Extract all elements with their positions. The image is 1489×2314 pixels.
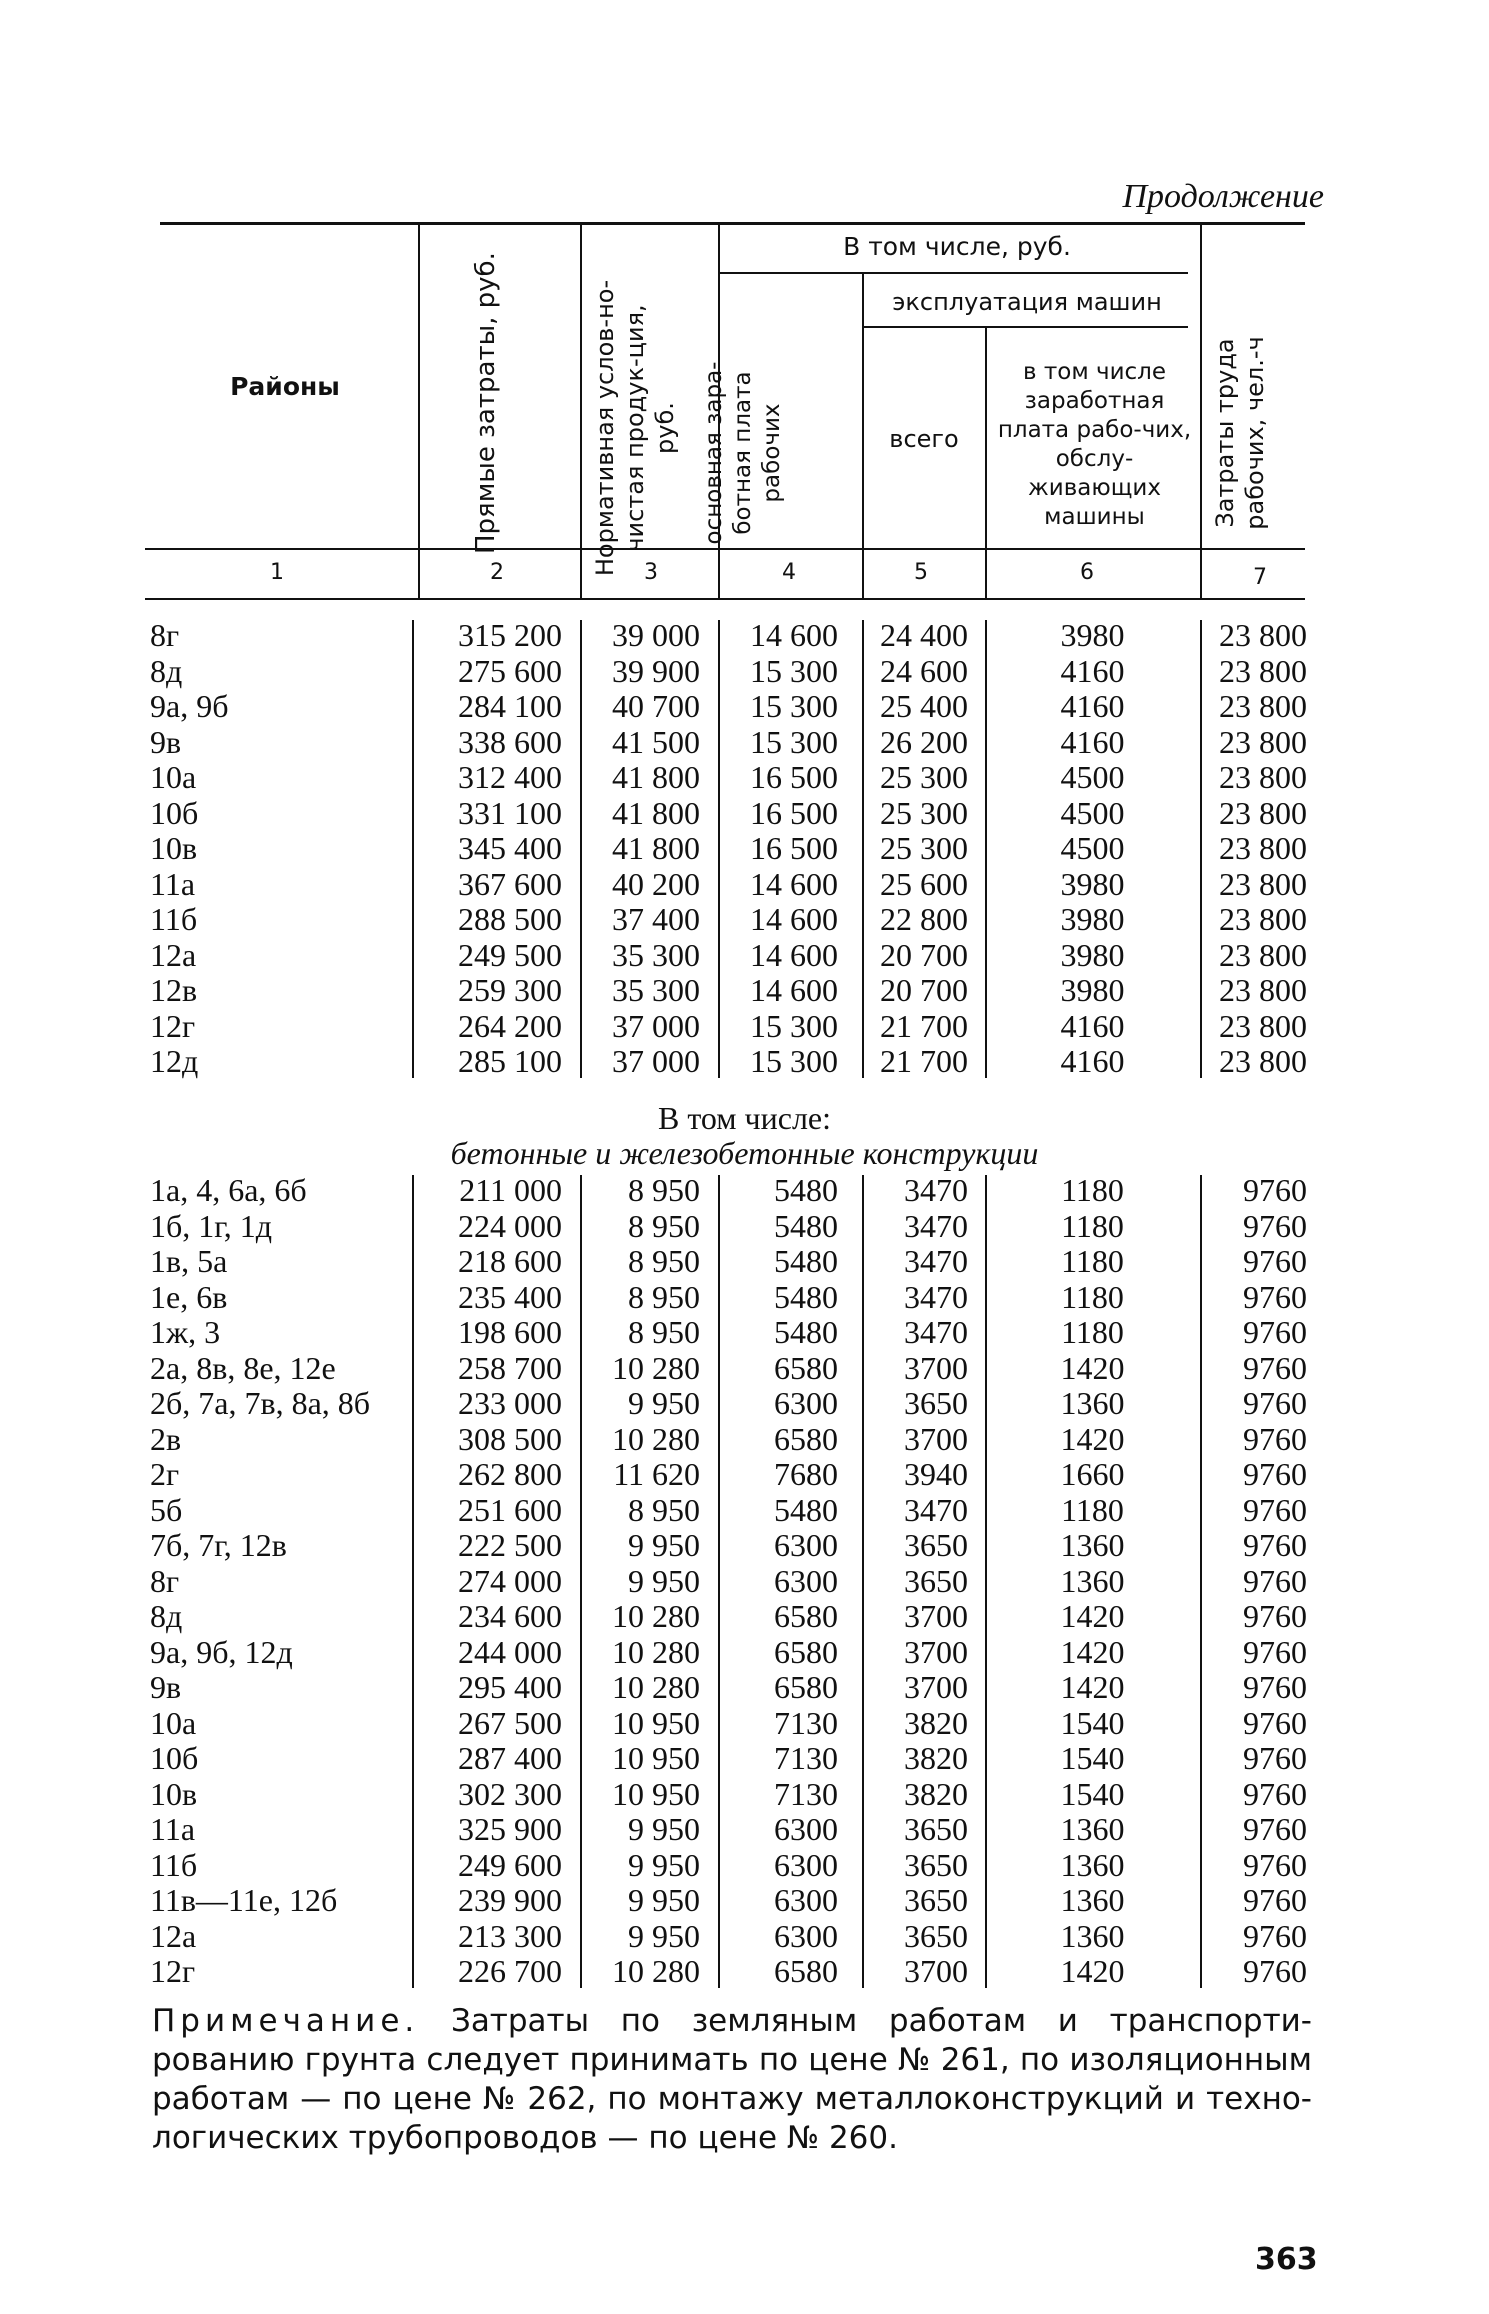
main-cell-col2: 259 300 — [458, 972, 562, 1008]
concrete-cell-col5: 3650 — [904, 1811, 968, 1847]
main-cell-col2: 367 600 — [458, 865, 562, 902]
main-cell-col3: 41 800 — [612, 759, 700, 795]
concrete-cell-col6: 1360 — [1060, 1811, 1125, 1847]
concrete-vline-1 — [412, 1175, 414, 1988]
main-vline-4 — [862, 620, 864, 1078]
main-cell-col6: 3980 — [1060, 901, 1125, 937]
main-cell-col3: 39 900 — [612, 652, 700, 689]
concrete-cell-col1: 12а — [150, 1917, 197, 1954]
concrete-cell-col7: 9760 — [1243, 1740, 1307, 1776]
concrete-cell-col1: 1б, 1г, 1д — [150, 1207, 273, 1244]
main-cell-col7: 23 800 — [1219, 1043, 1307, 1079]
main-cell-col3: 40 200 — [612, 865, 700, 902]
concrete-cell-col6: 1360 — [1060, 1385, 1125, 1421]
concrete-cell-col5: 3470 — [904, 1172, 968, 1208]
concrete-cell-col7: 9760 — [1243, 1775, 1307, 1812]
concrete-cell-col2: 235 400 — [458, 1278, 562, 1315]
main-cell-col6: 3980 — [1060, 936, 1125, 973]
concrete-cell-col3: 9 950 — [628, 1917, 700, 1954]
concrete-cell-col1: 9а, 9б, 12д — [150, 1633, 293, 1670]
continuation-label: Продолжение — [1122, 178, 1324, 215]
concrete-cell-col2: 262 800 — [458, 1456, 562, 1492]
main-cell-col1: 9а, 9б — [150, 688, 229, 724]
concrete-cell-col4: 6300 — [774, 1385, 838, 1421]
main-cell-col3: 39 000 — [612, 617, 700, 653]
concrete-cell-col5: 3470 — [904, 1207, 968, 1244]
concrete-cell-col2: 287 400 — [458, 1740, 562, 1776]
concrete-cell-col4: 5480 — [774, 1243, 838, 1279]
main-cell-col7: 23 800 — [1219, 901, 1307, 937]
main-vline-6 — [1200, 620, 1202, 1078]
main-cell-col5: 20 700 — [880, 936, 968, 973]
incl-wages-header — [992, 358, 1197, 532]
main-cell-col1: 12д — [150, 1043, 199, 1079]
concrete-cell-col1: 12г — [150, 1953, 196, 1989]
main-cell-col7: 23 800 — [1219, 936, 1307, 973]
concrete-cell-col5: 3700 — [904, 1598, 968, 1634]
concrete-cell-col6: 1420 — [1060, 1349, 1125, 1386]
concrete-cell-col4: 6580 — [774, 1598, 838, 1634]
concrete-cell-col7: 9760 — [1243, 1385, 1307, 1421]
concrete-cell-col3: 8 950 — [628, 1314, 700, 1350]
concrete-cell-col6: 1180 — [1061, 1243, 1124, 1279]
main-cell-col7: 23 800 — [1219, 652, 1307, 689]
concrete-cell-col5: 3700 — [904, 1349, 968, 1386]
normative-net-text: Нормативная услов-но-чистая продук-ция, руб. — [591, 279, 679, 577]
note-text: Затраты по земляным работам и транспорти-рованию грунта следует принимать по цене № 261, по изоляционным работам — по цене № 262, по монтажу металлоконструкций и техно-логических трубопроводов — по цене № 260. — [152, 2003, 1312, 2156]
concrete-cell-col7: 9760 — [1243, 1172, 1307, 1208]
table-top-rule — [160, 222, 1305, 225]
main-cell-col7: 23 800 — [1219, 723, 1307, 760]
concrete-cell-col7: 9760 — [1243, 1349, 1307, 1386]
main-cell-col2: 275 600 — [458, 652, 562, 689]
concrete-cell-col1: 2а, 8в, 8е, 12е — [150, 1349, 336, 1386]
main-cell-col6: 4500 — [1060, 794, 1125, 831]
colnum-2: 2 — [490, 560, 504, 585]
concrete-cell-col1: 8г — [150, 1562, 180, 1599]
main-cell-col3: 41 500 — [612, 723, 700, 760]
concrete-cell-col7: 9760 — [1243, 1811, 1307, 1847]
base-wage-header — [700, 333, 820, 573]
concrete-cell-col5: 3940 — [904, 1456, 968, 1492]
main-cell-col5: 25 300 — [880, 830, 968, 866]
page-number: 363 — [1255, 2242, 1318, 2277]
main-cell-col2: 331 100 — [458, 794, 562, 831]
concrete-cell-col2: 222 500 — [458, 1527, 562, 1563]
header-vline-5 — [985, 328, 987, 600]
concrete-cell-col4: 6300 — [774, 1811, 838, 1847]
concrete-cell-col6: 1360 — [1060, 1527, 1125, 1563]
main-cell-col1: 8д — [150, 652, 183, 689]
main-cell-col1: 10а — [150, 759, 197, 795]
concrete-cell-col1: 1а, 4, 6а, 6б — [150, 1172, 307, 1208]
main-cell-col5: 25 400 — [880, 688, 968, 724]
main-cell-col4: 14 600 — [750, 972, 838, 1008]
main-cell-col3: 41 800 — [612, 794, 700, 831]
main-cell-col1: 10в — [150, 830, 198, 866]
concrete-cell-col3: 9 950 — [628, 1882, 700, 1918]
concrete-cell-col6: 1660 — [1060, 1456, 1125, 1492]
concrete-cell-col3: 8 950 — [628, 1207, 700, 1244]
concrete-cell-col1: 2г — [150, 1456, 180, 1492]
concrete-cell-col3: 10 950 — [612, 1704, 700, 1741]
main-vline-2 — [580, 620, 582, 1078]
incl-wages-text: в том числе заработная плата рабо-чих, обслу-живающих машины — [997, 359, 1192, 530]
concrete-cell-col6: 1420 — [1060, 1669, 1125, 1705]
concrete-cell-col5: 3700 — [904, 1669, 968, 1705]
concrete-cell-col6: 1540 — [1060, 1740, 1125, 1776]
concrete-cell-col3: 9 950 — [628, 1562, 700, 1599]
concrete-cell-col6: 1420 — [1060, 1420, 1125, 1457]
concrete-cell-col7: 9760 — [1243, 1669, 1307, 1705]
concrete-cell-col5: 3470 — [904, 1243, 968, 1279]
main-cell-col6: 3980 — [1060, 865, 1125, 902]
concrete-cell-col1: 8д — [150, 1598, 183, 1634]
concrete-cell-col4: 5480 — [774, 1491, 838, 1528]
concrete-cell-col2: 226 700 — [458, 1953, 562, 1989]
concrete-cell-col5: 3470 — [904, 1278, 968, 1315]
main-cell-col2: 288 500 — [458, 901, 562, 937]
concrete-cell-col2: 308 500 — [458, 1420, 562, 1457]
concrete-cell-col7: 9760 — [1243, 1598, 1307, 1634]
concrete-cell-col3: 10 280 — [612, 1953, 700, 1989]
main-cell-col4: 15 300 — [750, 652, 838, 689]
main-cell-col3: 41 800 — [612, 830, 700, 866]
concrete-vline-4 — [862, 1175, 864, 1988]
main-vline-3 — [718, 620, 720, 1078]
concrete-cell-col4: 6580 — [774, 1420, 838, 1457]
concrete-cell-col6: 1180 — [1061, 1278, 1124, 1315]
concrete-cell-col3: 10 950 — [612, 1775, 700, 1812]
concrete-cell-col2: 274 000 — [458, 1562, 562, 1599]
concrete-cell-col4: 6300 — [774, 1846, 838, 1883]
machine-operation-header: эксплуатация машин — [892, 288, 1162, 316]
concrete-cell-col4: 5480 — [774, 1278, 838, 1315]
main-cell-col1: 8г — [150, 617, 180, 653]
concrete-cell-col2: 239 900 — [458, 1882, 562, 1918]
concrete-cell-col7: 9760 — [1243, 1420, 1307, 1457]
main-cell-col6: 4160 — [1060, 1043, 1125, 1079]
concrete-vline-5 — [985, 1175, 987, 1988]
colnum-7: 7 — [1253, 565, 1267, 590]
main-cell-col2: 345 400 — [458, 830, 562, 866]
labor-costs-header — [1210, 303, 1290, 543]
main-cell-col7: 23 800 — [1219, 688, 1307, 724]
concrete-cell-col6: 1180 — [1061, 1491, 1124, 1528]
concrete-cell-col7: 9760 — [1243, 1278, 1307, 1315]
main-cell-col5: 24 600 — [880, 652, 968, 689]
concrete-cell-col3: 11 620 — [613, 1456, 700, 1492]
main-cell-col3: 37 000 — [612, 1043, 700, 1079]
main-cell-col2: 264 200 — [458, 1007, 562, 1044]
concrete-cell-col7: 9760 — [1243, 1882, 1307, 1918]
main-cell-col2: 285 100 — [458, 1043, 562, 1079]
main-cell-col6: 4160 — [1060, 723, 1125, 760]
concrete-cell-col3: 9 950 — [628, 1385, 700, 1421]
concrete-cell-col3: 8 950 — [628, 1172, 700, 1208]
concrete-cell-col5: 3700 — [904, 1633, 968, 1670]
concrete-cell-col6: 1360 — [1060, 1846, 1125, 1883]
concrete-cell-col4: 5480 — [774, 1172, 838, 1208]
concrete-cell-col5: 3650 — [904, 1385, 968, 1421]
concrete-cell-col7: 9760 — [1243, 1207, 1307, 1244]
concrete-cell-col1: 2б, 7а, 7в, 8а, 8б — [150, 1385, 371, 1421]
concrete-cell-col6: 1420 — [1060, 1953, 1125, 1989]
concrete-cell-col4: 7680 — [774, 1456, 838, 1492]
main-cell-col6: 4500 — [1060, 830, 1125, 866]
main-cell-col2: 249 500 — [458, 936, 562, 973]
concrete-cell-col2: 325 900 — [458, 1811, 562, 1847]
main-vline-5 — [985, 620, 987, 1078]
main-cell-col5: 26 200 — [880, 723, 968, 760]
concrete-cell-col7: 9760 — [1243, 1456, 1307, 1492]
concrete-cell-col6: 1420 — [1060, 1598, 1125, 1634]
concrete-cell-col4: 6580 — [774, 1349, 838, 1386]
footnote — [152, 2002, 1312, 2158]
concrete-cell-col6: 1180 — [1061, 1314, 1124, 1350]
main-cell-col4: 14 600 — [750, 865, 838, 902]
concrete-cell-col4: 6300 — [774, 1917, 838, 1954]
concrete-cell-col2: 258 700 — [458, 1349, 562, 1386]
main-cell-col2: 315 200 — [458, 617, 562, 653]
including-group-rule — [718, 272, 1188, 274]
normative-net-header — [590, 278, 710, 578]
main-cell-col7: 23 800 — [1219, 972, 1307, 1008]
concrete-cell-col2: 244 000 — [458, 1633, 562, 1670]
concrete-cell-col1: 10а — [150, 1704, 197, 1741]
concrete-cell-col1: 11а — [150, 1811, 196, 1847]
concrete-cell-col6: 1180 — [1061, 1172, 1124, 1208]
concrete-cell-col4: 6300 — [774, 1882, 838, 1918]
main-cell-col1: 11а — [150, 865, 196, 902]
concrete-cell-col2: 302 300 — [458, 1775, 562, 1812]
main-cell-col4: 14 600 — [750, 936, 838, 973]
concrete-cell-col3: 10 280 — [612, 1349, 700, 1386]
main-cell-col3: 37 400 — [612, 901, 700, 937]
concrete-cell-col1: 7б, 7г, 12в — [150, 1527, 287, 1563]
concrete-cell-col5: 3650 — [904, 1882, 968, 1918]
concrete-cell-col7: 9760 — [1243, 1562, 1307, 1599]
concrete-cell-col5: 3650 — [904, 1527, 968, 1563]
concrete-cell-col6: 1360 — [1060, 1882, 1125, 1918]
main-cell-col6: 4500 — [1060, 759, 1125, 795]
concrete-cell-col3: 8 950 — [628, 1243, 700, 1279]
concrete-cell-col3: 9 950 — [628, 1527, 700, 1563]
note-label: Примечание. — [152, 2003, 420, 2039]
colnum-4: 4 — [782, 560, 796, 585]
header-vline-1 — [418, 225, 420, 600]
concrete-cell-col1: 10б — [150, 1740, 199, 1776]
main-cell-col4: 16 500 — [750, 759, 838, 795]
concrete-cell-col5: 3650 — [904, 1846, 968, 1883]
concrete-cell-col7: 9760 — [1243, 1491, 1307, 1528]
concrete-cell-col4: 5480 — [774, 1314, 838, 1350]
machines-group-rule — [862, 326, 1188, 328]
concrete-cell-col3: 10 950 — [612, 1740, 700, 1776]
concrete-cell-col1: 9в — [150, 1669, 182, 1705]
concrete-cell-col3: 8 950 — [628, 1491, 700, 1528]
concrete-cell-col2: 213 300 — [458, 1917, 562, 1954]
including-header: В том числе, руб. — [843, 232, 1071, 261]
main-cell-col4: 15 300 — [750, 1007, 838, 1044]
concrete-cell-col7: 9760 — [1243, 1633, 1307, 1670]
colnum-6: 6 — [1080, 560, 1094, 585]
concrete-cell-col1: 1е, 6в — [150, 1278, 228, 1315]
main-cell-col7: 23 800 — [1219, 865, 1307, 902]
concrete-cell-col2: 251 600 — [458, 1491, 562, 1528]
concrete-cell-col7: 9760 — [1243, 1704, 1307, 1741]
main-cell-col5: 22 800 — [880, 901, 968, 937]
concrete-cell-col7: 9760 — [1243, 1846, 1307, 1883]
base-wage-text: основная зара-ботная плата рабочих — [701, 361, 785, 545]
main-cell-col1: 10б — [150, 794, 199, 831]
concrete-vline-3 — [718, 1175, 720, 1988]
concrete-cell-col2: 267 500 — [458, 1704, 562, 1741]
concrete-cell-col4: 7130 — [774, 1775, 838, 1812]
concrete-cell-col4: 6580 — [774, 1953, 838, 1989]
concrete-cell-col2: 224 000 — [458, 1207, 562, 1244]
concrete-cell-col1: 1ж, 3 — [150, 1314, 221, 1350]
labor-costs-text: Затраты труда рабочих, чел.-ч — [1211, 336, 1269, 530]
concrete-cell-col5: 3820 — [904, 1740, 968, 1776]
main-cell-col4: 15 300 — [750, 688, 838, 724]
main-cell-col5: 24 400 — [880, 617, 968, 653]
concrete-cell-col6: 1540 — [1060, 1704, 1125, 1741]
main-cell-col4: 15 300 — [750, 1043, 838, 1079]
concrete-cell-col5: 3470 — [904, 1314, 968, 1350]
main-cell-col5: 25 600 — [880, 865, 968, 902]
concrete-cell-col3: 10 280 — [612, 1669, 700, 1705]
concrete-vline-6 — [1200, 1175, 1202, 1988]
main-cell-col3: 35 300 — [612, 972, 700, 1008]
concrete-cell-col6: 1180 — [1061, 1207, 1124, 1244]
concrete-cell-col5: 3700 — [904, 1953, 968, 1989]
concrete-cell-col4: 6300 — [774, 1527, 838, 1563]
main-cell-col7: 23 800 — [1219, 617, 1307, 653]
main-cell-col1: 12в — [150, 972, 198, 1008]
main-cell-col1: 9в — [150, 723, 182, 760]
concrete-cell-col6: 1360 — [1060, 1917, 1125, 1954]
main-cell-col3: 37 000 — [612, 1007, 700, 1044]
concrete-cell-col6: 1420 — [1060, 1633, 1125, 1670]
concrete-cell-col1: 5б — [150, 1491, 183, 1528]
concrete-cell-col5: 3820 — [904, 1775, 968, 1812]
concrete-cell-col4: 6580 — [774, 1669, 838, 1705]
concrete-cell-col4: 6300 — [774, 1562, 838, 1599]
main-cell-col6: 4160 — [1060, 1007, 1125, 1044]
concrete-cell-col4: 7130 — [774, 1704, 838, 1741]
concrete-cell-col1: 10в — [150, 1775, 198, 1812]
main-cell-col4: 14 600 — [750, 617, 838, 653]
concrete-cell-col2: 234 600 — [458, 1598, 562, 1634]
main-cell-col7: 23 800 — [1219, 759, 1307, 795]
concrete-cell-col2: 218 600 — [458, 1243, 562, 1279]
concrete-cell-col7: 9760 — [1243, 1917, 1307, 1954]
concrete-cell-col5: 3700 — [904, 1420, 968, 1457]
main-cell-col4: 16 500 — [750, 830, 838, 866]
concrete-cell-col3: 10 280 — [612, 1598, 700, 1634]
concrete-cell-col2: 249 600 — [458, 1846, 562, 1883]
concrete-cell-col3: 10 280 — [612, 1633, 700, 1670]
main-cell-col2: 284 100 — [458, 688, 562, 724]
districts-header: Районы — [230, 372, 340, 401]
concrete-cell-col4: 6580 — [774, 1633, 838, 1670]
colnum-bottom-rule — [145, 598, 1305, 600]
concrete-cell-col7: 9760 — [1243, 1953, 1307, 1989]
concrete-cell-col5: 3820 — [904, 1704, 968, 1741]
main-cell-col4: 14 600 — [750, 901, 838, 937]
header-vline-6 — [1200, 225, 1202, 600]
concrete-cell-col1: 11в—11е, 12б — [150, 1882, 338, 1918]
concrete-cell-col5: 3650 — [904, 1917, 968, 1954]
concrete-cell-col2: 295 400 — [458, 1669, 562, 1705]
concrete-cell-col1: 1в, 5а — [150, 1243, 228, 1279]
concrete-cell-col5: 3470 — [904, 1491, 968, 1528]
subheading-including: В том числе: — [657, 1100, 832, 1136]
concrete-cell-col4: 5480 — [774, 1207, 838, 1244]
concrete-cell-col7: 9760 — [1243, 1243, 1307, 1279]
main-cell-col6: 4160 — [1060, 688, 1125, 724]
main-vline-1 — [412, 620, 414, 1078]
header-vline-2 — [580, 225, 582, 600]
main-cell-col7: 23 800 — [1219, 830, 1307, 866]
concrete-cell-col6: 1540 — [1060, 1775, 1125, 1812]
concrete-vline-2 — [580, 1175, 582, 1988]
concrete-cell-col3: 8 950 — [628, 1278, 700, 1315]
main-cell-col2: 338 600 — [458, 723, 562, 760]
main-cell-col7: 23 800 — [1219, 1007, 1307, 1044]
main-cell-col1: 12а — [150, 936, 197, 973]
main-cell-col4: 16 500 — [750, 794, 838, 831]
main-cell-col6: 4160 — [1060, 652, 1125, 689]
concrete-cell-col2: 198 600 — [458, 1314, 562, 1350]
concrete-cell-col4: 7130 — [774, 1740, 838, 1776]
concrete-cell-col2: 233 000 — [458, 1385, 562, 1421]
main-cell-col3: 40 700 — [612, 688, 700, 724]
subheading-concrete: бетонные и железобетонные конструкции — [450, 1135, 1039, 1171]
colnum-1: 1 — [270, 560, 284, 585]
concrete-cell-col5: 3650 — [904, 1562, 968, 1599]
concrete-cell-col1: 11б — [150, 1846, 198, 1883]
main-cell-col6: 3980 — [1060, 617, 1125, 653]
colnum-3: 3 — [644, 560, 658, 585]
main-cell-col3: 35 300 — [612, 936, 700, 973]
main-cell-col5: 21 700 — [880, 1043, 968, 1079]
concrete-cell-col7: 9760 — [1243, 1527, 1307, 1563]
main-cell-col5: 25 300 — [880, 759, 968, 795]
main-cell-col1: 12г — [150, 1007, 196, 1044]
main-cell-col5: 20 700 — [880, 972, 968, 1008]
direct-costs-header: Прямые затраты, руб. — [471, 252, 501, 554]
total-header: всего — [889, 425, 959, 453]
main-cell-col4: 15 300 — [750, 723, 838, 760]
concrete-cell-col2: 211 000 — [459, 1172, 562, 1208]
concrete-cell-col3: 10 280 — [612, 1420, 700, 1457]
main-cell-col5: 21 700 — [880, 1007, 968, 1044]
concrete-cell-col1: 2в — [150, 1420, 182, 1457]
main-cell-col1: 11б — [150, 901, 198, 937]
concrete-cell-col3: 9 950 — [628, 1811, 700, 1847]
concrete-cell-col3: 9 950 — [628, 1846, 700, 1883]
main-cell-col5: 25 300 — [880, 794, 968, 831]
concrete-cell-col6: 1360 — [1060, 1562, 1125, 1599]
main-cell-col2: 312 400 — [458, 759, 562, 795]
main-cell-col7: 23 800 — [1219, 794, 1307, 831]
main-cell-col6: 3980 — [1060, 972, 1125, 1008]
concrete-cell-col7: 9760 — [1243, 1314, 1307, 1350]
colnum-5: 5 — [914, 560, 928, 585]
